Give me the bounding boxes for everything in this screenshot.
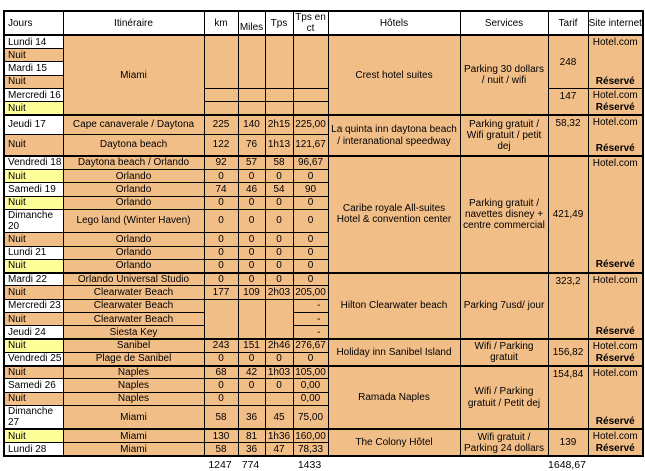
- itinerary-cell[interactable]: Orlando: [63, 196, 204, 209]
- miles-cell[interactable]: [238, 35, 265, 88]
- tarif-cell[interactable]: 248: [548, 35, 588, 88]
- km-cell[interactable]: 0: [204, 246, 238, 259]
- header-km[interactable]: km: [204, 11, 238, 35]
- day-cell[interactable]: Jeudi 24: [4, 326, 63, 339]
- miles-cell[interactable]: 109: [238, 286, 265, 299]
- tps-en-ct-cell[interactable]: -: [293, 313, 328, 326]
- services-cell[interactable]: Parking gratuit / navettes disney + centre commercial: [460, 156, 548, 272]
- itinerary-cell[interactable]: Siesta Key: [63, 326, 204, 339]
- tps-en-ct-cell[interactable]: 0: [293, 169, 328, 182]
- tps-en-ct-cell[interactable]: -: [293, 299, 328, 312]
- itinerary-cell[interactable]: Miami: [63, 35, 204, 115]
- day-cell[interactable]: Lundi 28: [4, 443, 63, 456]
- site-hotelcom-label: Hotel.com: [592, 341, 638, 353]
- site-cell[interactable]: [588, 429, 643, 456]
- site-hotelcom-label: Hotel.com: [592, 158, 638, 170]
- km-cell[interactable]: 225: [204, 115, 238, 134]
- tarif-cell[interactable]: 139: [548, 429, 588, 456]
- day-cell[interactable]: Nuit: [4, 49, 63, 62]
- tps-cell[interactable]: 2h46: [265, 339, 293, 352]
- site-cell[interactable]: [588, 339, 643, 366]
- tps-cell[interactable]: 58: [265, 156, 293, 169]
- day-cell[interactable]: Nuit: [4, 313, 63, 326]
- tps-cell[interactable]: 1h03: [265, 366, 293, 379]
- km-cell[interactable]: 0: [204, 233, 238, 246]
- itinerary-cell[interactable]: Orlando: [63, 246, 204, 259]
- tarif-cell[interactable]: 421,49: [548, 156, 588, 272]
- site-cell[interactable]: [588, 366, 643, 430]
- hotel-cell[interactable]: The Colony Hôtel: [328, 429, 460, 456]
- tps-en-ct-cell[interactable]: 0: [293, 259, 328, 272]
- site-hotelcom-label: Hotel.com: [592, 90, 638, 102]
- hotel-cell[interactable]: La quinta inn daytona beach / interanational speedway: [328, 115, 460, 156]
- tps-en-ct-cell[interactable]: [293, 89, 328, 102]
- tps-cell[interactable]: [265, 35, 293, 88]
- site-hotelcom-label: Hotel.com: [592, 367, 638, 379]
- total-km[interactable]: 1247: [208, 459, 232, 471]
- day-cell[interactable]: Jeudi 17: [4, 115, 63, 134]
- miles-cell[interactable]: 0: [238, 379, 265, 392]
- day-cell[interactable]: Mardi 22: [4, 273, 63, 286]
- tps-en-ct-cell[interactable]: 0: [293, 273, 328, 286]
- day-cell[interactable]: Vendredi 18: [4, 156, 63, 169]
- itinerary-cell[interactable]: Clearwater Beach: [63, 286, 204, 299]
- miles-cell[interactable]: 81: [238, 429, 265, 442]
- hotel-cell[interactable]: Holiday inn Sanibel Island: [328, 339, 460, 366]
- site-cell[interactable]: [588, 156, 643, 272]
- day-cell[interactable]: Nuit: [4, 169, 63, 182]
- tps-cell[interactable]: 0: [265, 259, 293, 272]
- km-cell[interactable]: 58: [204, 443, 238, 456]
- km-cell[interactable]: [204, 35, 238, 88]
- itinerary-cell[interactable]: Miami: [63, 406, 204, 430]
- miles-cell[interactable]: [238, 392, 265, 405]
- site-cell[interactable]: [588, 35, 643, 88]
- tps-en-ct-cell[interactable]: 0: [293, 352, 328, 365]
- day-cell[interactable]: Nuit: [4, 366, 63, 379]
- services-cell[interactable]: Wifi / Parking gratuit: [460, 339, 548, 366]
- itinerary-cell[interactable]: Naples: [63, 366, 204, 379]
- table-row: [4, 366, 643, 379]
- tps-en-ct-cell[interactable]: 75,00: [293, 406, 328, 430]
- itinerary-cell[interactable]: Lego land (Winter Haven): [63, 209, 204, 232]
- day-cell[interactable]: Mercredi 16: [4, 89, 63, 102]
- tps-en-ct-cell[interactable]: 0,00: [293, 379, 328, 392]
- miles-cell[interactable]: 0: [238, 352, 265, 365]
- itinerary-cell[interactable]: Miami: [63, 443, 204, 456]
- header-jours[interactable]: Jours: [4, 11, 63, 35]
- km-cell[interactable]: 0: [204, 379, 238, 392]
- day-cell[interactable]: Nuit: [4, 134, 63, 156]
- services-cell[interactable]: Parking 30 dollars / nuit / wifi: [460, 35, 548, 115]
- site-reserve-label: Réservé: [595, 325, 635, 337]
- tps-en-ct-cell[interactable]: 205,00: [293, 286, 328, 299]
- tps-en-ct-cell[interactable]: [293, 35, 328, 88]
- table-row: [4, 273, 643, 286]
- header-hotels[interactable]: Hôtels: [328, 11, 460, 35]
- miles-cell[interactable]: [238, 299, 265, 339]
- day-cell[interactable]: Lundi 21: [4, 246, 63, 259]
- miles-cell[interactable]: [238, 102, 265, 115]
- km-cell[interactable]: 92: [204, 156, 238, 169]
- tps-cell[interactable]: 47: [265, 443, 293, 456]
- day-cell[interactable]: Nuit: [4, 102, 63, 115]
- tarif-cell[interactable]: 147: [548, 89, 588, 116]
- tps-cell[interactable]: 2h03: [265, 286, 293, 299]
- tps-en-ct-cell[interactable]: 160,00: [293, 429, 328, 442]
- itinerary-cell[interactable]: Sanibel: [63, 339, 204, 352]
- itinerary-cell[interactable]: Miami: [63, 429, 204, 442]
- tps-cell[interactable]: 0: [265, 169, 293, 182]
- tps-en-ct-cell[interactable]: [293, 102, 328, 115]
- km-cell[interactable]: 68: [204, 366, 238, 379]
- km-cell[interactable]: 0: [204, 209, 238, 232]
- miles-cell[interactable]: 0: [238, 259, 265, 272]
- site-hotelcom-label: Hotel.com: [592, 37, 638, 49]
- tps-en-ct-cell[interactable]: 121,67: [293, 134, 328, 156]
- site-reserve-label: Réservé: [595, 75, 635, 87]
- hotel-cell[interactable]: Ramada Naples: [328, 366, 460, 430]
- day-cell[interactable]: Nuit: [4, 75, 63, 88]
- table-row: [4, 339, 643, 352]
- tps-cell[interactable]: 0: [265, 379, 293, 392]
- tps-en-ct-cell[interactable]: 276,67: [293, 339, 328, 352]
- miles-cell[interactable]: 76: [238, 134, 265, 156]
- km-cell[interactable]: 0: [204, 196, 238, 209]
- header-tarif[interactable]: Tarif: [548, 11, 588, 35]
- tps-cell[interactable]: [265, 102, 293, 115]
- miles-cell[interactable]: 0: [238, 209, 265, 232]
- miles-cell[interactable]: [238, 89, 265, 102]
- km-cell[interactable]: 243: [204, 339, 238, 352]
- site-reserve-label: Réservé: [595, 259, 635, 271]
- day-cell[interactable]: Mercredi 23: [4, 299, 63, 312]
- miles-cell[interactable]: 0: [238, 169, 265, 182]
- km-cell[interactable]: 58: [204, 406, 238, 430]
- day-cell[interactable]: Nuit: [4, 429, 63, 442]
- tps-en-ct-cell[interactable]: 225,00: [293, 115, 328, 134]
- tps-en-ct-cell[interactable]: 105,00: [293, 366, 328, 379]
- km-cell[interactable]: 0: [204, 392, 238, 405]
- day-cell[interactable]: Nuit: [4, 286, 63, 299]
- tps-en-ct-cell[interactable]: 78,33: [293, 443, 328, 456]
- tps-en-ct-cell[interactable]: 0: [293, 196, 328, 209]
- services-cell[interactable]: Parking 7usd/ jour: [460, 273, 548, 339]
- miles-cell[interactable]: 0: [238, 196, 265, 209]
- site-cell[interactable]: [588, 89, 643, 116]
- miles-cell[interactable]: 0: [238, 233, 265, 246]
- site-reserve-label: Réservé: [595, 416, 635, 428]
- site-cell[interactable]: [588, 273, 643, 339]
- day-cell[interactable]: Dimanche 27: [4, 406, 63, 430]
- itinerary-cell[interactable]: Orlando: [63, 169, 204, 182]
- site-reserve-label: Réservé: [595, 142, 635, 154]
- tps-cell[interactable]: [265, 392, 293, 405]
- tps-cell[interactable]: 1h36: [265, 429, 293, 442]
- site-reserve-label: Réservé: [595, 442, 635, 454]
- table-row: [4, 156, 643, 169]
- km-cell[interactable]: 130: [204, 429, 238, 442]
- itinerary-cell[interactable]: Naples: [63, 379, 204, 392]
- km-cell[interactable]: [204, 102, 238, 115]
- km-cell[interactable]: 177: [204, 286, 238, 299]
- km-cell[interactable]: 74: [204, 183, 238, 196]
- tps-cell[interactable]: 1h13: [265, 134, 293, 156]
- km-cell[interactable]: 122: [204, 134, 238, 156]
- header-site-internet[interactable]: Site internet: [588, 11, 643, 35]
- km-cell[interactable]: 0: [204, 259, 238, 272]
- header-tps[interactable]: Tps: [265, 11, 293, 35]
- tps-en-ct-cell[interactable]: 0: [293, 246, 328, 259]
- tps-cell[interactable]: 45: [265, 406, 293, 430]
- km-cell[interactable]: 0: [204, 169, 238, 182]
- tarif-cell[interactable]: 323,2: [548, 273, 588, 339]
- day-cell[interactable]: Nuit: [4, 233, 63, 246]
- tps-cell[interactable]: 0: [265, 352, 293, 365]
- tps-en-ct-cell[interactable]: 0,00: [293, 392, 328, 405]
- tarif-cell[interactable]: 154,84: [548, 366, 588, 430]
- itinerary-cell[interactable]: Clearwater Beach: [63, 313, 204, 326]
- day-cell[interactable]: Mardi 15: [4, 62, 63, 75]
- site-hotelcom-label: Hotel.com: [592, 274, 638, 286]
- miles-cell[interactable]: 140: [238, 115, 265, 134]
- total-tarif[interactable]: 1648,67: [548, 459, 586, 471]
- total-miles[interactable]: 774: [241, 459, 260, 471]
- tps-cell[interactable]: 0: [265, 209, 293, 232]
- services-cell[interactable]: Wifi gratuit / Parking 24 dollars: [460, 429, 548, 456]
- table-row: [4, 35, 643, 48]
- day-cell[interactable]: Nuit: [4, 392, 63, 405]
- totals-row: [3, 459, 642, 471]
- miles-cell[interactable]: 151: [238, 339, 265, 352]
- itinerary-cell[interactable]: Clearwater Beach: [63, 299, 204, 312]
- miles-cell[interactable]: 0: [238, 273, 265, 286]
- km-cell[interactable]: 0: [204, 273, 238, 286]
- hotel-cell[interactable]: Crest hotel suites: [328, 35, 460, 115]
- itinerary-spreadsheet: [3, 10, 644, 457]
- tps-en-ct-cell[interactable]: 96,67: [293, 156, 328, 169]
- tps-cell[interactable]: 0: [265, 273, 293, 286]
- site-hotelcom-label: Hotel.com: [592, 117, 638, 129]
- tps-cell[interactable]: 2h15: [265, 115, 293, 134]
- miles-cell[interactable]: 0: [238, 246, 265, 259]
- services-cell[interactable]: Parking gratuit / Wifi gratuit / petit dej: [460, 115, 548, 156]
- tps-cell[interactable]: 0: [265, 233, 293, 246]
- tarif-cell[interactable]: 58,32: [548, 115, 588, 156]
- site-reserve-label: Réservé: [595, 352, 635, 364]
- miles-cell[interactable]: 36: [238, 443, 265, 456]
- miles-cell[interactable]: 57: [238, 156, 265, 169]
- services-cell[interactable]: Wifi / Parking gratuit / Petit dej: [460, 366, 548, 430]
- itinerary-cell[interactable]: Daytona beach: [63, 134, 204, 156]
- day-cell[interactable]: Nuit: [4, 196, 63, 209]
- itinerary-cell[interactable]: Orlando Universal Studio: [63, 273, 204, 286]
- day-cell[interactable]: Lundi 14: [4, 35, 63, 48]
- itinerary-cell[interactable]: Plage de Sanibel: [63, 352, 204, 365]
- itinerary-cell[interactable]: Daytona beach / Orlando: [63, 156, 204, 169]
- tps-en-ct-cell[interactable]: 0: [293, 233, 328, 246]
- itinerary-cell[interactable]: Cape canaverale / Daytona: [63, 115, 204, 134]
- day-cell[interactable]: Vendredi 25: [4, 352, 63, 365]
- total-tps-en-ct[interactable]: 1433: [297, 459, 322, 471]
- header-tps-en-ct[interactable]: Tps en ct: [293, 11, 328, 35]
- hotel-cell[interactable]: Hilton Clearwater beach: [328, 273, 460, 339]
- miles-cell[interactable]: 46: [238, 183, 265, 196]
- table-row: [4, 115, 643, 134]
- tps-en-ct-cell[interactable]: -: [293, 326, 328, 339]
- tps-cell[interactable]: 0: [265, 246, 293, 259]
- tps-en-ct-cell[interactable]: 0: [293, 209, 328, 232]
- tarif-cell[interactable]: 156,82: [548, 339, 588, 366]
- hotel-cell[interactable]: Caribe royale All-suites Hotel & convention center: [328, 156, 460, 272]
- header-row: [4, 11, 643, 35]
- header-services[interactable]: Services: [460, 11, 548, 35]
- tps-cell[interactable]: [265, 299, 293, 339]
- table-row: [4, 429, 643, 442]
- site-reserve-label: Réservé: [595, 101, 635, 113]
- site-hotelcom-label: Hotel.com: [592, 431, 638, 443]
- itinerary-cell[interactable]: Orlando: [63, 233, 204, 246]
- itinerary-cell[interactable]: Naples: [63, 392, 204, 405]
- tps-cell[interactable]: 0: [265, 196, 293, 209]
- km-cell[interactable]: [204, 299, 238, 339]
- day-cell[interactable]: Nuit: [4, 339, 63, 352]
- header-miles[interactable]: Miles: [238, 11, 265, 35]
- itinerary-cell[interactable]: Orlando: [63, 259, 204, 272]
- km-cell[interactable]: 0: [204, 352, 238, 365]
- tps-cell[interactable]: [265, 89, 293, 102]
- day-cell[interactable]: Samedi 19: [4, 183, 63, 196]
- day-cell[interactable]: Samedi 26: [4, 379, 63, 392]
- miles-cell[interactable]: 42: [238, 366, 265, 379]
- tps-en-ct-cell[interactable]: 90: [293, 183, 328, 196]
- header-itineraire[interactable]: Itinéraire: [63, 11, 204, 35]
- miles-cell[interactable]: 36: [238, 406, 265, 430]
- tps-cell[interactable]: 54: [265, 183, 293, 196]
- day-cell[interactable]: Dimanche 20: [4, 209, 63, 232]
- day-cell[interactable]: Nuit: [4, 259, 63, 272]
- site-cell[interactable]: [588, 115, 643, 156]
- itinerary-cell[interactable]: Orlando: [63, 183, 204, 196]
- km-cell[interactable]: [204, 89, 238, 102]
